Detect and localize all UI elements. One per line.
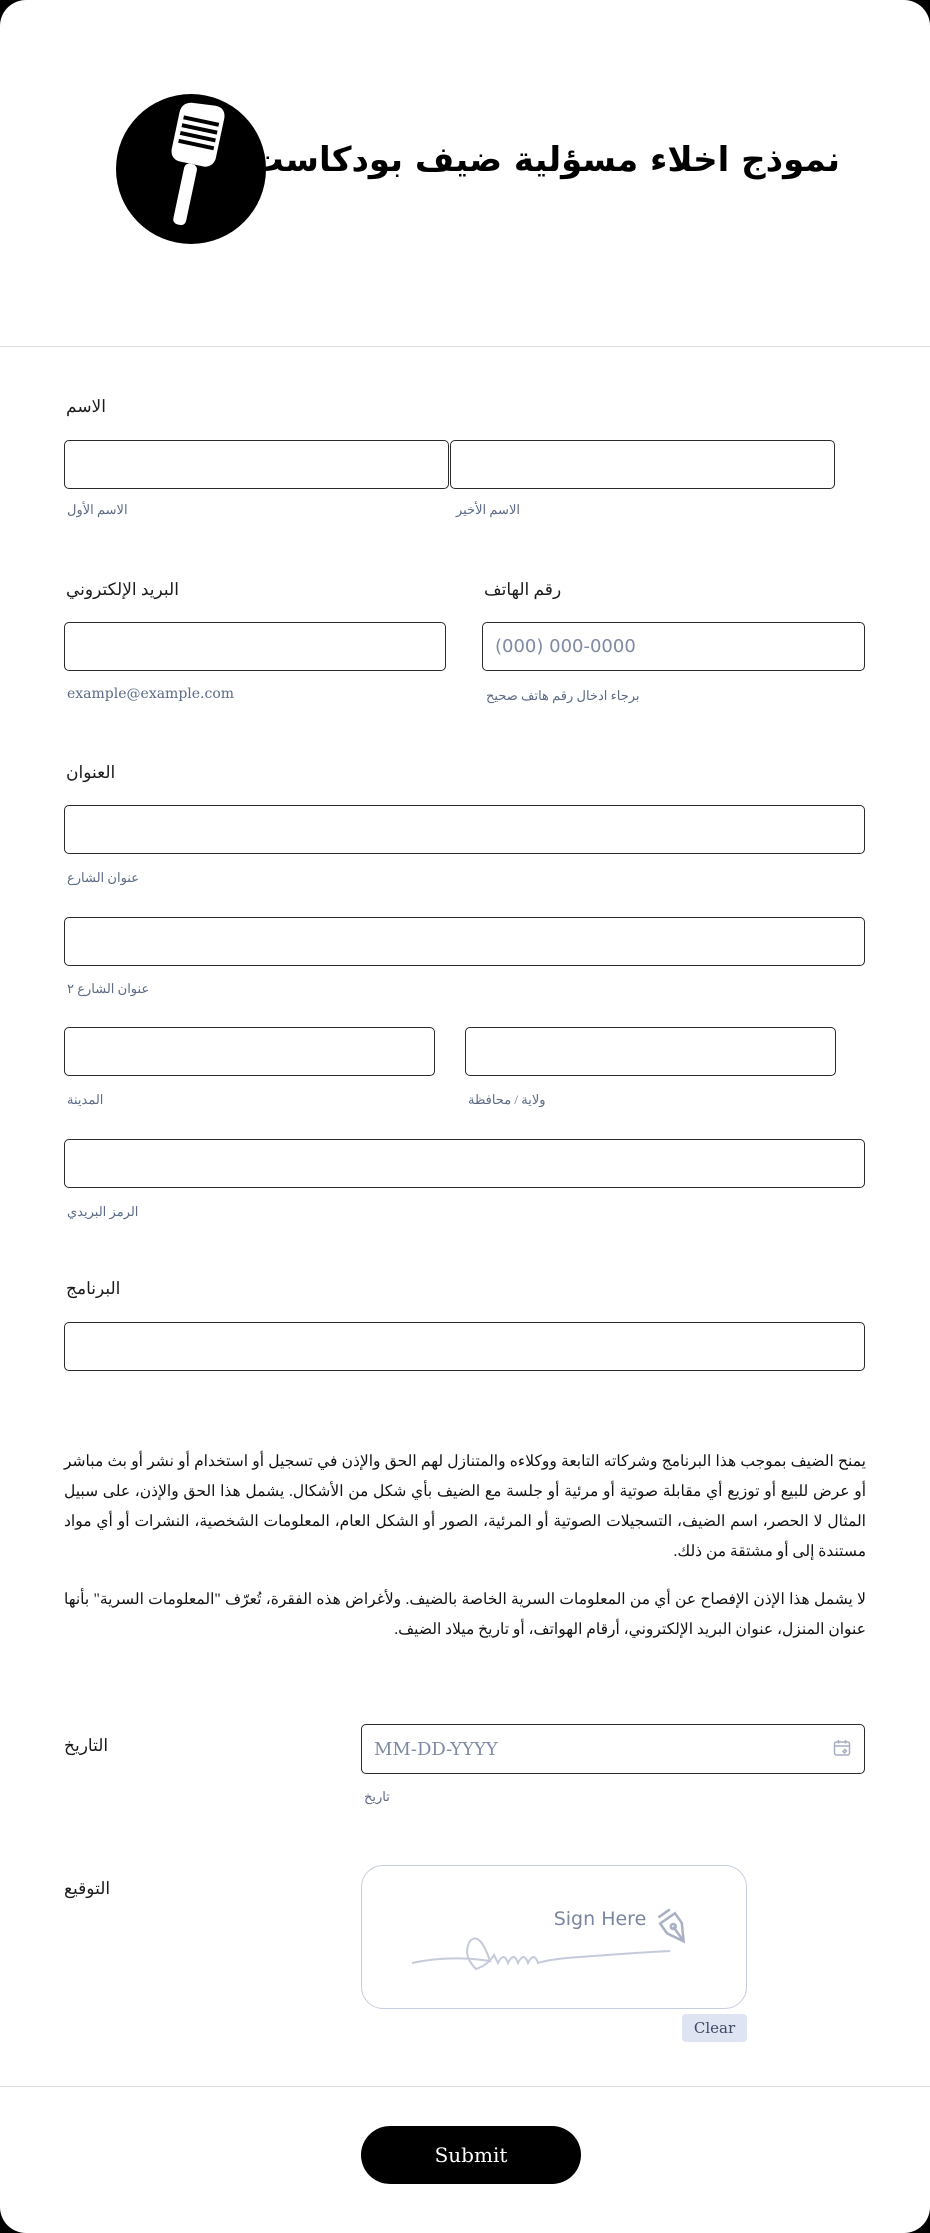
signature-label: التوقيع bbox=[64, 1879, 111, 1898]
submit-button[interactable]: Submit bbox=[361, 2126, 581, 2184]
phone-input[interactable] bbox=[482, 622, 865, 671]
form-title: نموذج اخلاء مسؤلية ضيف بودكاست bbox=[249, 140, 840, 180]
calendar-icon[interactable] bbox=[833, 1739, 851, 1757]
zip-code-input[interactable] bbox=[64, 1139, 865, 1188]
street-address-2-input[interactable] bbox=[64, 917, 865, 966]
email-label: البريد الإلكتروني bbox=[66, 580, 179, 599]
date-input[interactable] bbox=[361, 1724, 865, 1774]
city-input[interactable] bbox=[64, 1027, 435, 1076]
city-sublabel: المدينة bbox=[67, 1092, 104, 1107]
last-name-sublabel: الاسم الأخير bbox=[456, 502, 520, 517]
phone-sublabel: برجاء ادخال رقم هاتف صحيح bbox=[486, 688, 640, 703]
address-label: العنوان bbox=[66, 763, 116, 782]
signature-pad[interactable] bbox=[361, 1865, 747, 2009]
email-sublabel: example@example.com bbox=[67, 686, 235, 702]
name-label: الاسم bbox=[66, 397, 106, 416]
clear-signature-button[interactable]: Clear bbox=[682, 2014, 747, 2042]
pen-nib-icon bbox=[652, 1908, 698, 1954]
street-address-sublabel: عنوان الشارع bbox=[67, 870, 139, 885]
state-input[interactable] bbox=[465, 1027, 836, 1076]
first-name-input[interactable] bbox=[64, 440, 449, 489]
program-input[interactable] bbox=[64, 1322, 865, 1371]
first-name-sublabel: الاسم الأول bbox=[67, 502, 128, 517]
date-field-wrapper bbox=[361, 1724, 865, 1774]
street-address-2-sublabel: عنوان الشارع ٢ bbox=[67, 981, 150, 996]
date-sublabel: تاريخ bbox=[364, 1789, 390, 1804]
program-label: البرنامج bbox=[66, 1279, 121, 1298]
street-address-input[interactable] bbox=[64, 805, 865, 854]
email-input[interactable] bbox=[64, 622, 446, 671]
footer-divider bbox=[0, 2086, 930, 2087]
last-name-input[interactable] bbox=[450, 440, 835, 489]
phone-label: رقم الهاتف bbox=[484, 580, 562, 599]
microphone-icon bbox=[116, 94, 266, 244]
date-label: التاريخ bbox=[64, 1736, 109, 1755]
signature-placeholder: Sign Here bbox=[553, 1908, 647, 1930]
zip-code-sublabel: الرمز البريدي bbox=[67, 1204, 139, 1219]
state-sublabel: ولاية / محافظة bbox=[468, 1092, 546, 1107]
header-divider bbox=[0, 346, 930, 347]
legal-paragraph-1: يمنح الضيف بموجب هذا البرنامج وشركاته التابعة ووكلاءه والمتنازل لهم الحق والإذن في تسجيل أو استخدام أو نشر أو بث مباشر أو عرض للبيع أو توزيع أي مقابلة صوتية أو مرئية أو جلسة مع الضيف بأي شكل من الأشكال. يشمل هذا الحق والإذن، على سبيل المثال لا الحصر، اسم الضيف، التسجيلات الصوتية أو المرئية، الصور أو الشكل العام، المعلومات الشخصية، النشرات أو أي مواد مستندة إلى أو مشتقة من ذلك. bbox=[64, 1453, 866, 1560]
legal-paragraph-2: لا يشمل هذا الإذن الإفصاح عن أي من المعلومات السرية الخاصة بالضيف. ولأغراض هذه الفقرة، تُعرّف "المعلومات السرية" بأنها عنوان المنزل، عنوان البريد الإلكتروني، أرقام الهواتف، أو تاريخ ميلاد الضيف. bbox=[64, 1591, 866, 1638]
